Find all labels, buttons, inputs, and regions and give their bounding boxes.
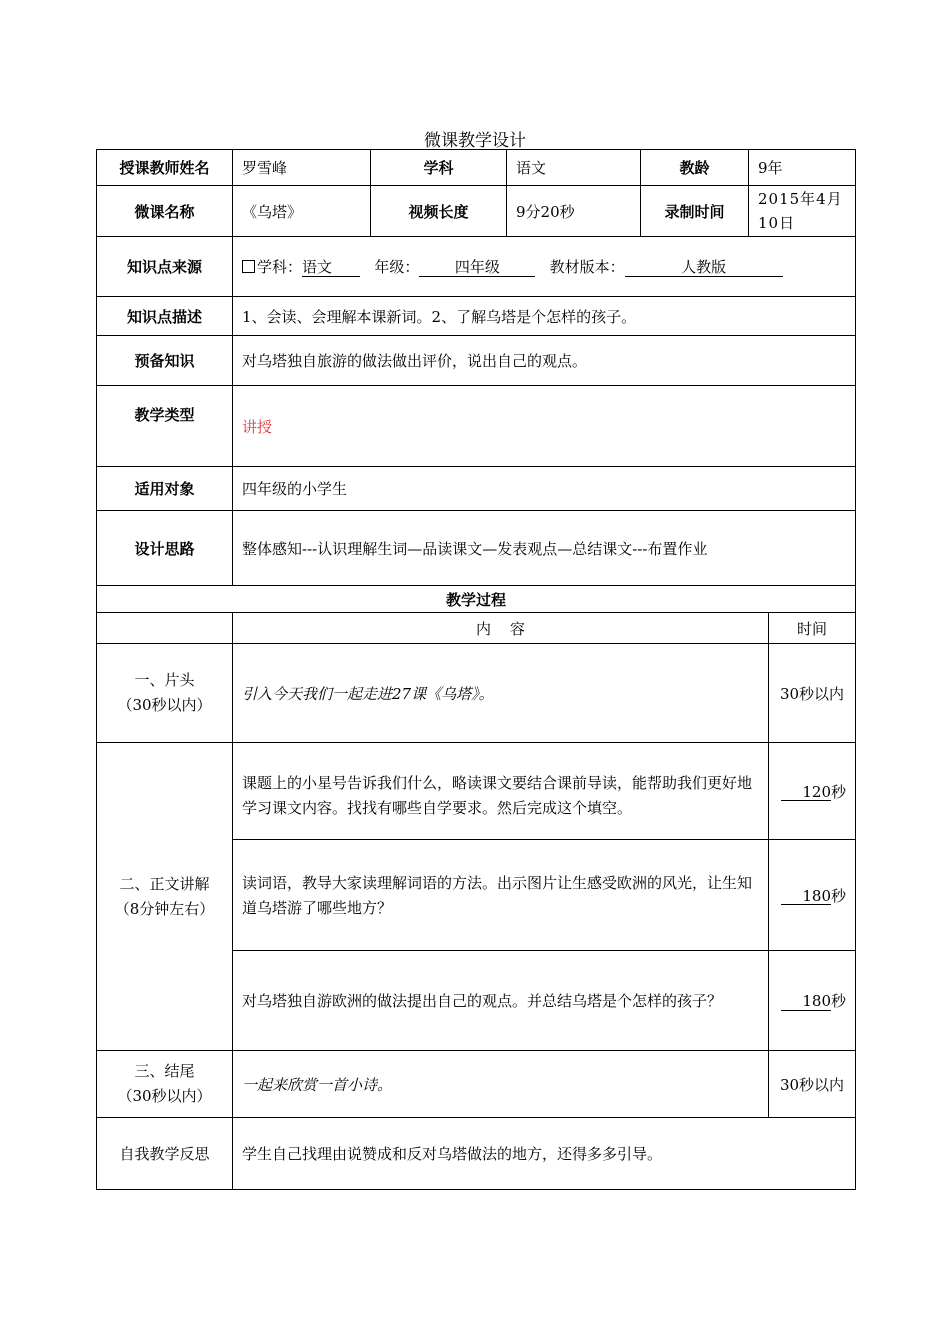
body-stage: 二、正文讲解 （8分钟左右） [97,743,233,1051]
process-title: 教学过程 [97,586,856,613]
idea-label: 设计思路 [97,511,233,586]
row-source [97,237,856,297]
row-desc [97,297,856,336]
source-label: 知识点来源 [97,237,233,297]
teacher-label: 授课教师姓名 [97,150,233,186]
body-2-content: 读词语，教导大家读理解词语的方法。出示图片让生感受欧洲的风光，让生知道乌塔游了哪些地方？ [233,840,769,951]
row-end [97,1051,856,1118]
desc-label: 知识点描述 [97,297,233,336]
course-label: 微课名称 [97,186,233,237]
end-stage: 三、结尾 （30秒以内） [97,1051,233,1118]
reflect-label: 自我教学反思 [97,1118,233,1190]
reflect-value: 学生自己找理由说赞成和反对乌塔做法的地方，还得多多引导。 [233,1118,856,1190]
row-teacher [97,150,856,186]
years-label: 教龄 [641,150,749,186]
record-value: 2015年4月10日 [749,186,856,237]
document-title: 微课教学设计 [424,131,526,151]
row-reflect [97,1118,856,1190]
row-intro [97,644,856,743]
header-time: 时间 [769,613,856,644]
body-2-time: 180秒 [769,840,856,951]
row-course [97,186,856,237]
subject-label: 学科 [371,150,507,186]
end-content: 一起来欣赏一首小诗。 [233,1051,769,1118]
row-process-header [97,613,856,644]
source-grade: 四年级 [419,259,535,277]
checkbox-icon [242,260,255,273]
lesson-design-table [96,149,856,1190]
intro-content: 引入今天我们一起走进27课《乌塔》。 [233,644,769,743]
end-time: 30秒以内 [769,1051,856,1118]
body-1-time: 120秒 [769,743,856,840]
prep-value: 对乌塔独自旅游的做法做出评价，说出自己的观点。 [233,336,856,386]
prep-label: 预备知识 [97,336,233,386]
length-label: 视频长度 [371,186,507,237]
course-value: 《乌塔》 [233,186,371,237]
target-value: 四年级的小学生 [233,467,856,511]
row-target [97,467,856,511]
years-value: 9年 [749,150,856,186]
body-3-content: 对乌塔独自游欧洲的做法提出自己的观点。并总结乌塔是个怎样的孩子？ [233,951,769,1051]
source-value: 学科：语文 年级： 四年级 教材版本： 人教版 [233,237,856,297]
intro-time: 30秒以内 [769,644,856,743]
header-content: 内 容 [233,613,769,644]
length-value: 9分20秒 [507,186,641,237]
record-label: 录制时间 [641,186,749,237]
subject-value: 语文 [507,150,641,186]
idea-value: 整体感知---认识理解生词—品读课文—发表观点—总结课文---布置作业 [233,511,856,586]
teacher-value: 罗雪峰 [233,150,371,186]
body-3-time: 180秒 [769,951,856,1051]
row-idea [97,511,856,586]
row-body-1 [97,743,856,840]
row-prep [97,336,856,386]
target-label: 适用对象 [97,467,233,511]
source-edition: 人教版 [625,259,783,277]
type-value: 讲授 [233,386,856,467]
body-1-content: 课题上的小星号告诉我们什么，略读课文要结合课前导读，能帮助我们更好地学习课文内容。找找有哪些自学要求。然后完成这个填空。 [233,743,769,840]
row-type [97,386,856,467]
type-label: 教学类型 [97,386,233,467]
row-process-title [97,586,856,613]
desc-value: 1、会读、会理解本课新词。2、了解乌塔是个怎样的孩子。 [233,297,856,336]
intro-stage: 一、片头 （30秒以内） [97,644,233,743]
source-subject: 语文 [302,259,360,277]
